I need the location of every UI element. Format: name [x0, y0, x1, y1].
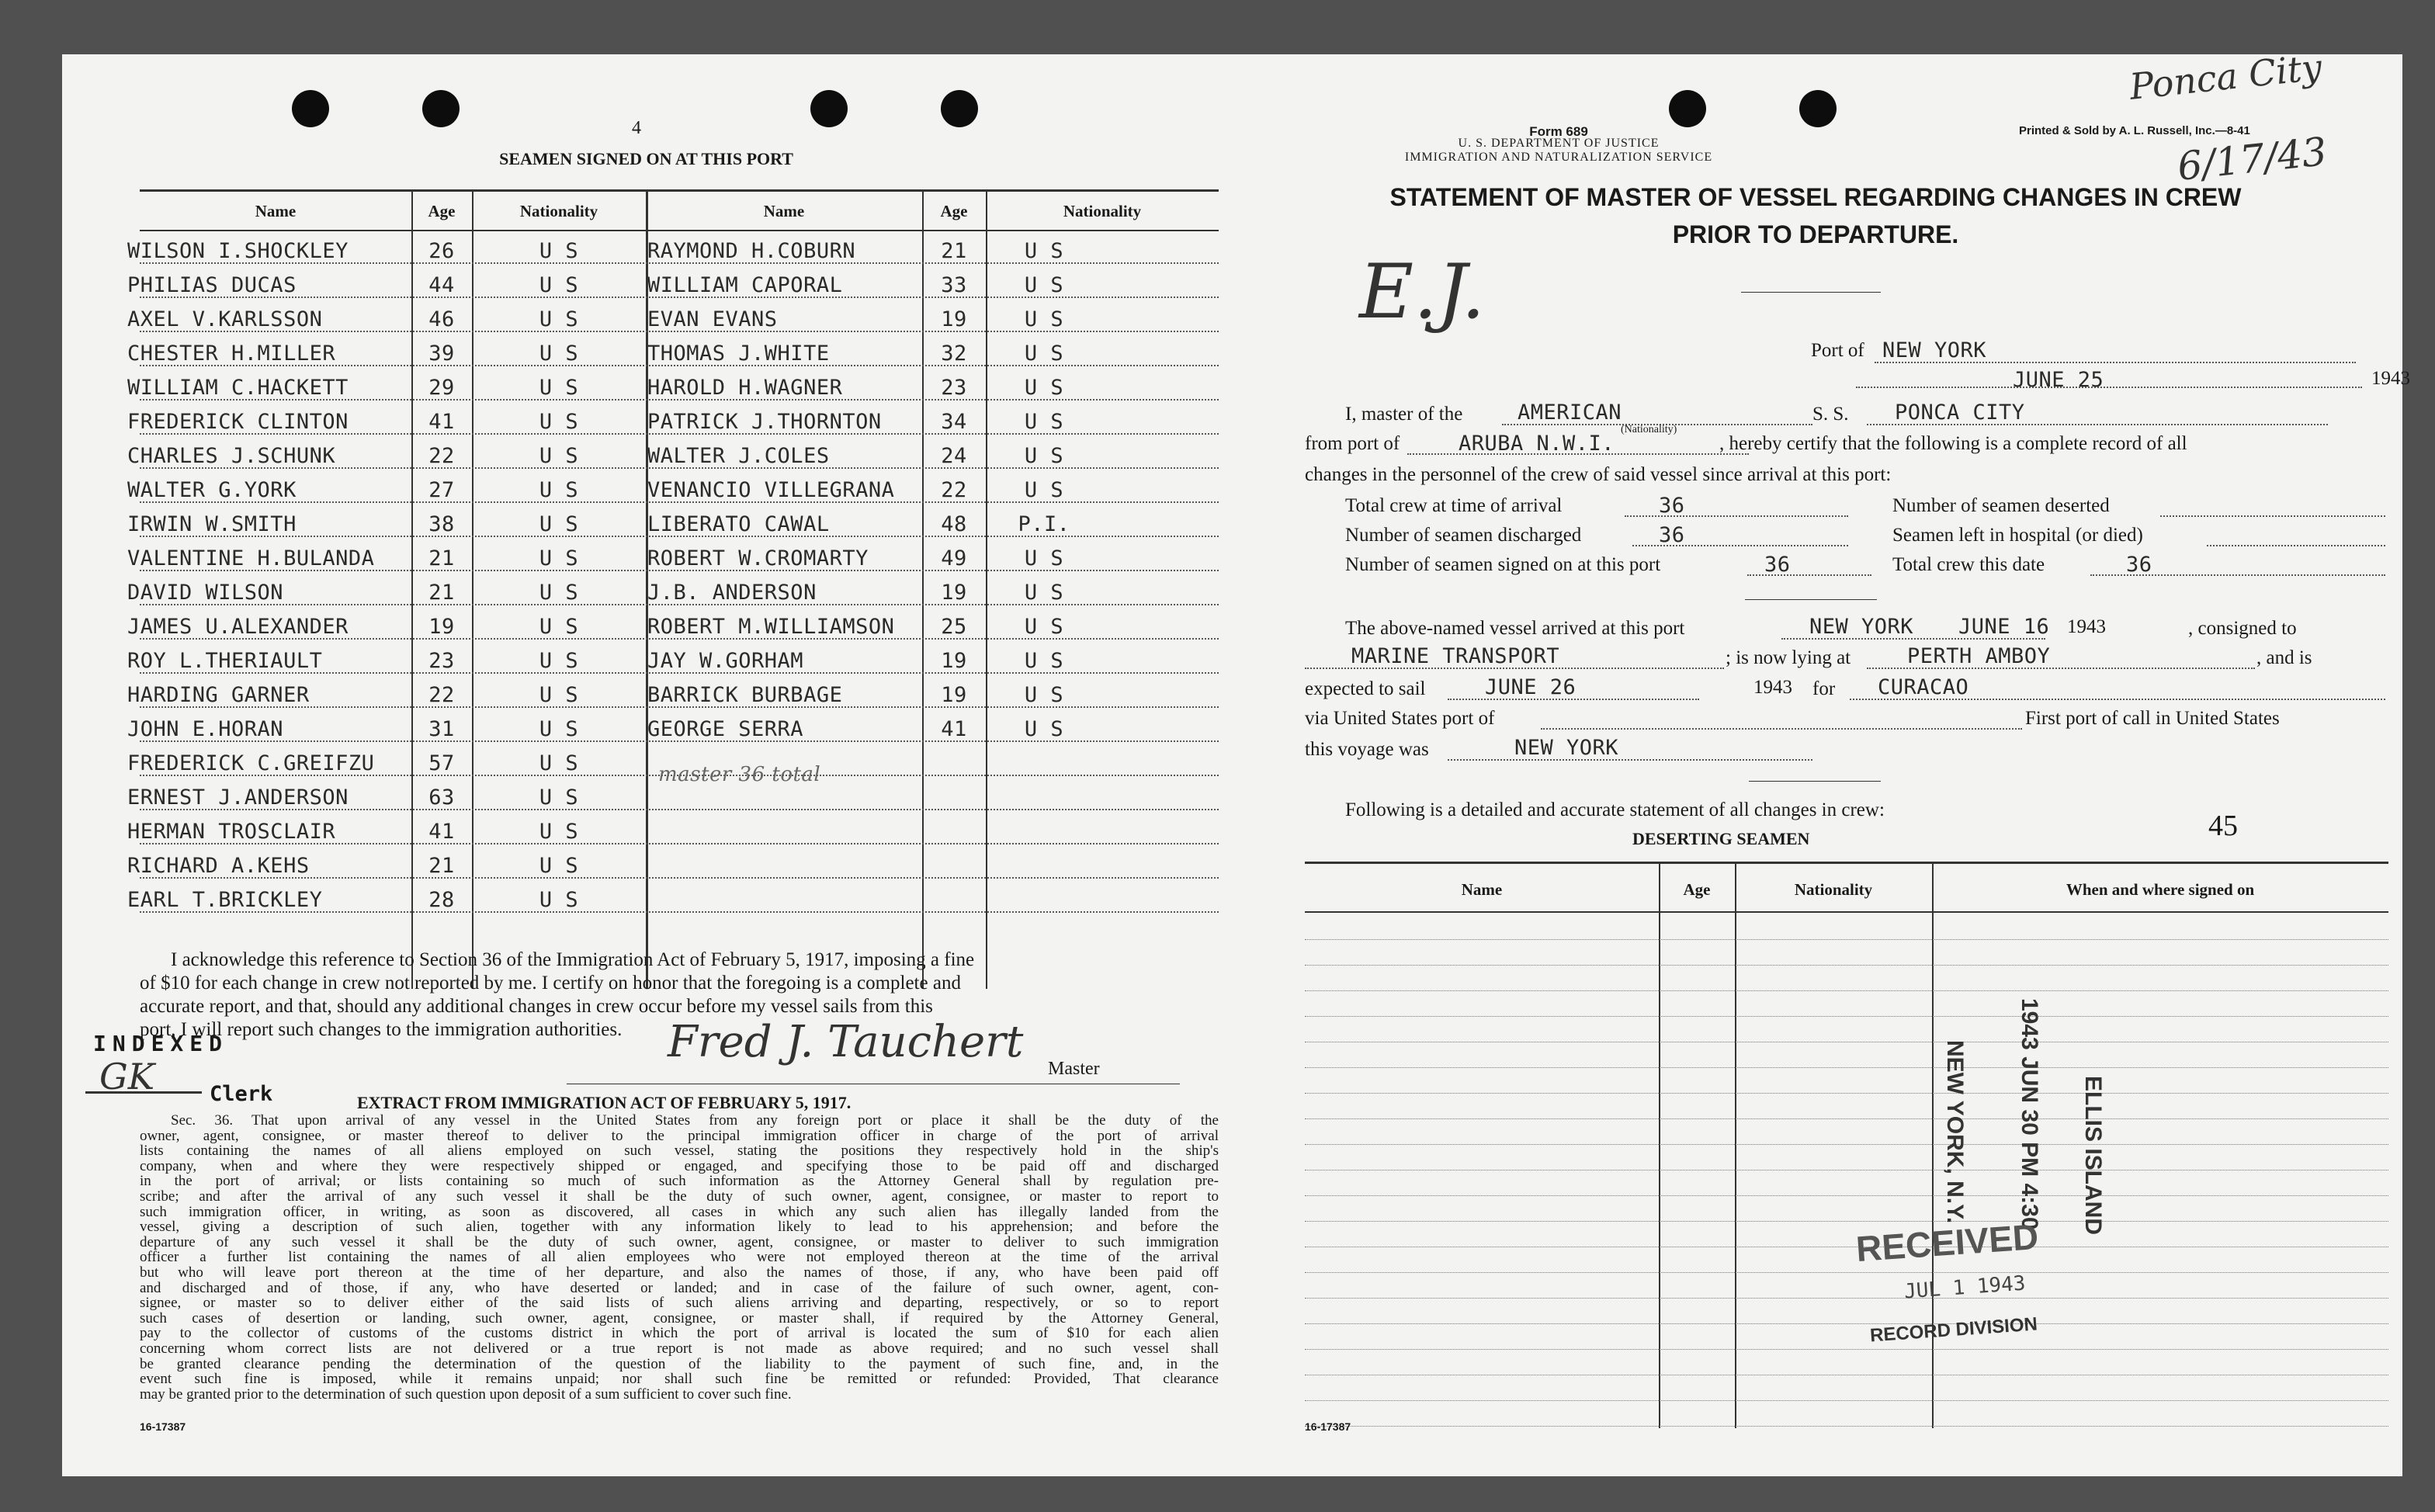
- crew-nationality: U S: [539, 239, 579, 263]
- crew-age: 19: [428, 615, 455, 639]
- crew-age: 22: [428, 444, 455, 468]
- punch-hole: [941, 90, 978, 127]
- crew-age: 49: [941, 546, 967, 570]
- field-line: [2160, 515, 2385, 517]
- right-page: [1229, 46, 2410, 1476]
- crew-nationality: U S: [539, 717, 579, 741]
- crew-nationality: U S: [1024, 444, 1064, 468]
- crew-age: 21: [428, 581, 455, 605]
- table-header-rule: [140, 230, 1219, 231]
- arrived-port: NEW YORK: [1809, 615, 1914, 639]
- crew-name: DAVID WILSON: [127, 581, 284, 605]
- crew-nationality: U S: [539, 376, 579, 400]
- crew-nationality: U S: [1024, 546, 1064, 570]
- clerk-label: Clerk: [210, 1082, 273, 1106]
- crew-nationality: U S: [1024, 410, 1064, 434]
- arrived-date: JUNE 16: [1958, 615, 2050, 639]
- desert-table-header-rule: [1305, 911, 2388, 913]
- extract-line: officer a further list containing the names of all alien employees who were not employed thereon at the time of the arrival: [140, 1249, 1219, 1266]
- desert-row-line: [1305, 1323, 2388, 1324]
- title-rule: [1741, 292, 1881, 293]
- crew-nationality: U S: [539, 820, 579, 844]
- section-rule: [1749, 781, 1881, 782]
- crew-name: ROBERT W.CROMARTY: [647, 546, 869, 570]
- crew-age: 19: [941, 649, 967, 673]
- crew-age: 46: [428, 307, 455, 331]
- form-code: 16-17387: [1305, 1420, 1351, 1433]
- from-port-value: ARUBA N.W.I.: [1459, 432, 1615, 456]
- desert-row-line: [1305, 965, 2388, 966]
- total-crew-arrival-label: Total crew at time of arrival: [1345, 495, 1563, 516]
- extract-line: pay to the collector of customs of the customs district in which the port of arrival is located the sum of $10 for each alien: [140, 1325, 1219, 1342]
- crew-name: JOHN E.HORAN: [127, 717, 284, 741]
- crew-age: 44: [428, 273, 455, 297]
- crew-name: WALTER G.YORK: [127, 478, 297, 502]
- crew-age: 39: [428, 342, 455, 366]
- field-line: [1856, 387, 2362, 388]
- crew-name: JAY W.GORHAM: [647, 649, 804, 673]
- desert-col-divider: [1932, 862, 1934, 1428]
- crew-nationality: U S: [539, 512, 579, 536]
- crew-nationality: U S: [1024, 307, 1064, 331]
- crew-age: 21: [941, 239, 967, 263]
- desert-col-divider: [1735, 862, 1736, 1428]
- header-nationality: Nationality: [519, 202, 598, 220]
- year-value: 1943: [2371, 368, 2410, 389]
- crew-age: 34: [941, 410, 967, 434]
- crew-nationality: U S: [539, 307, 579, 331]
- crew-nationality: U S: [539, 273, 579, 297]
- crew-name: EARL T.BRICKLEY: [127, 888, 323, 912]
- crew-nationality: U S: [539, 888, 579, 912]
- page-number: 4: [632, 118, 641, 138]
- desert-row-line: [1305, 1272, 2388, 1273]
- received-date-stamp: JUL 1 1943: [1903, 1271, 2027, 1304]
- extract-line: may be granted prior to the determination of such question upon deposit of a sum sufficient to cover such fine.: [140, 1385, 792, 1403]
- desert-row-line: [1305, 990, 2388, 991]
- punch-hole: [1669, 90, 1706, 127]
- crew-age: 33: [941, 273, 967, 297]
- following-text: Following is a detailed and accurate statement of all changes in crew:: [1345, 799, 1885, 820]
- extract-line: lists containing the names of all aliens employed on such vessel, stating the positions they respectively hold in the ship's: [140, 1143, 1219, 1160]
- crew-name: ROY L.THERIAULT: [127, 649, 323, 673]
- crew-name: WILLIAM C.HACKETT: [127, 376, 349, 400]
- crew-age: 24: [941, 444, 967, 468]
- and-is-label: , and is: [2256, 647, 2312, 668]
- extract-line: be granted clearance pending the determination of the question of the liability to the payment of such fine, and, in the: [140, 1355, 1219, 1372]
- crew-name: VENANCIO VILLEGRANA: [647, 478, 895, 502]
- crew-nationality: U S: [539, 854, 579, 878]
- section-rule: [1745, 599, 1877, 600]
- crew-nationality: U S: [539, 581, 579, 605]
- crew-name: PATRICK J.THORNTON: [647, 410, 882, 434]
- crew-name: LIBERATO CAWAL: [647, 512, 830, 536]
- ellis-island-date-stamp: 1943 JUN 30 PM 4:30: [2017, 998, 2042, 1230]
- crew-name: FREDERICK CLINTON: [127, 410, 349, 434]
- crew-age: 19: [941, 683, 967, 707]
- crew-age: 25: [941, 615, 967, 639]
- crew-name: J.B. ANDERSON: [647, 581, 817, 605]
- extract-line: event such fine is imposed, while it remains unpaid; nor shall such fine be remitted or refunded: Provided, That clearance: [140, 1371, 1219, 1388]
- desert-row-line: [1305, 1400, 2388, 1401]
- crew-nationality: U S: [539, 785, 579, 810]
- header-age: Age: [940, 202, 968, 220]
- extract-line: concerning whom correct lists are not delivered or a true report is not made as above required; and no such vessel shall: [140, 1340, 1219, 1357]
- crew-nationality: P.I.: [1018, 512, 1070, 536]
- field-line: [1448, 759, 1812, 761]
- field-line: [1541, 728, 2022, 730]
- crew-nationality: U S: [539, 615, 579, 639]
- certify-text: , hereby certify that the following is a complete record of all: [1719, 433, 2187, 454]
- crew-age: 26: [428, 239, 455, 263]
- crew-name: EVAN EVANS: [647, 307, 778, 331]
- acknowledgment-text: I acknowledge this reference to Section 36 of the Immigration Act of February 5, 1917, imposing a fine of $10 for each change in crew not reported by me. I certify on honor that the foregoing is a complete and accurate report, and that, should any additional changes in crew occur before my vessel sails from this port, I will report such changes to the immigration authorities.: [140, 949, 975, 1040]
- port-label: Port of: [1811, 340, 1864, 361]
- crew-nationality: U S: [1024, 581, 1064, 605]
- service: IMMIGRATION AND NATURALIZATION SERVICE: [1404, 151, 1713, 164]
- handwritten-date: 6/17/43: [2175, 129, 2329, 189]
- crew-nationality: U S: [1024, 273, 1064, 297]
- punch-hole: [810, 90, 848, 127]
- crew-nationality: U S: [1024, 615, 1064, 639]
- via-label: via United States port of: [1305, 708, 1495, 729]
- form-number: Form 689: [1529, 124, 1588, 139]
- crew-age: 21: [428, 854, 455, 878]
- consignee-value: MARINE TRANSPORT: [1351, 644, 1560, 668]
- extract-title: EXTRACT FROM IMMIGRATION ACT OF FEBRUARY 5, 1917.: [357, 1093, 852, 1112]
- vessel-name: PONCA CITY: [1895, 401, 2025, 425]
- crew-age: 19: [941, 581, 967, 605]
- field-line: [2207, 545, 2385, 546]
- crew-age: 23: [428, 649, 455, 673]
- crew-name: ROBERT M.WILLIAMSON: [647, 615, 895, 639]
- first-port-value: NEW YORK: [1514, 736, 1619, 760]
- port-value: NEW YORK: [1882, 338, 1987, 362]
- consigned-label: , consigned to: [2188, 618, 2297, 639]
- crew-name: HARDING GARNER: [127, 683, 310, 707]
- crew-nationality: U S: [1024, 478, 1064, 502]
- crew-name: FREDERICK C.GREIFZU: [127, 751, 375, 775]
- desert-header-age: Age: [1683, 880, 1711, 899]
- crew-name: AXEL V.KARLSSON: [127, 307, 323, 331]
- crew-age: 22: [941, 478, 967, 502]
- crew-age: 31: [428, 717, 455, 741]
- handwritten-initials: E.J.: [1359, 248, 1486, 335]
- crew-nationality: U S: [539, 444, 579, 468]
- desert-row-line: [1305, 1093, 2388, 1094]
- extract-line: signee, or master so to deliver either of the said lists of such aliens arriving and departing, respectively, or so to report: [140, 1295, 1219, 1312]
- ellis-island-city-stamp: NEW YORK, N.Y.: [1942, 1040, 1968, 1224]
- total-crew-arrival: 36: [1659, 494, 1685, 518]
- signed-on-value: 36: [1764, 553, 1791, 577]
- crew-name: RICHARD A.KEHS: [127, 854, 310, 878]
- crew-nationality: U S: [1024, 342, 1064, 366]
- crew-name: JAMES U.ALEXANDER: [127, 615, 349, 639]
- crew-nationality: U S: [539, 649, 579, 673]
- crew-nationality: U S: [539, 478, 579, 502]
- crew-nationality: U S: [539, 342, 579, 366]
- arrived-label: The above-named vessel arrived at this port: [1345, 618, 1685, 639]
- crew-nationality: U S: [1024, 717, 1064, 741]
- extract-line: such cases of desertion or landing, such owner, agent, consignee, or master shall, if required by the Attorney General,: [140, 1309, 1219, 1326]
- crew-name: CHARLES J.SCHUNK: [127, 444, 336, 468]
- extract-text: [140, 1113, 1219, 1402]
- desert-row-line: [1305, 1221, 2388, 1222]
- extract-line: vessel, giving a description of such alien, together with any information likely to lead to his apprehension; and before the: [140, 1219, 1219, 1236]
- ss-label: S. S.: [1812, 404, 1849, 425]
- crew-name: RAYMOND H.COBURN: [647, 239, 856, 263]
- form-code: 16-17387: [140, 1420, 186, 1433]
- indexed-stamp: INDEXED: [93, 1031, 229, 1056]
- crew-nationality: U S: [1024, 683, 1064, 707]
- clerk-line: [85, 1091, 202, 1094]
- crew-age: 19: [941, 307, 967, 331]
- crew-age: 28: [428, 888, 455, 912]
- crew-age: 29: [428, 376, 455, 400]
- crew-name: ERNEST J.ANDERSON: [127, 785, 349, 810]
- crew-age: 38: [428, 512, 455, 536]
- desert-header-name: Name: [1461, 880, 1503, 899]
- date-value: JUNE 25: [2013, 368, 2104, 392]
- extract-line: in the port of arrival; or lists containing so much of such information as the Attorney General shall by regulation pre-: [140, 1173, 1219, 1190]
- sail-date: JUNE 26: [1485, 675, 1577, 699]
- signed-on-label: Number of seamen signed on at this port: [1345, 554, 1661, 575]
- header-name: Name: [763, 202, 805, 220]
- total-crew-date: 36: [2126, 553, 2152, 577]
- punch-hole: [422, 90, 460, 127]
- from-port-label: from port of: [1305, 433, 1400, 454]
- crew-name: WALTER J.COLES: [647, 444, 830, 468]
- crew-nationality: U S: [539, 683, 579, 707]
- ellis-island-stamp: ELLIS ISLAND: [2080, 1076, 2106, 1236]
- header-nationality: Nationality: [1063, 202, 1142, 220]
- header-name: Name: [255, 202, 297, 220]
- crew-age: 48: [941, 512, 967, 536]
- deserted-label: Number of seamen deserted: [1892, 495, 2110, 516]
- extract-line: but who will leave port thereon at the time of her departure, and also the names of those, if any, who have been paid off: [140, 1264, 1219, 1281]
- crew-name: WILSON I.SHOCKLEY: [127, 239, 349, 263]
- crew-name: THOMAS J.WHITE: [647, 342, 830, 366]
- crew-name: HERMAN TROSCLAIR: [127, 820, 336, 844]
- sail-year: 1943: [1753, 677, 1792, 698]
- desert-row-line: [1305, 1144, 2388, 1145]
- for-label: for: [1812, 678, 1836, 699]
- crew-age: 41: [941, 717, 967, 741]
- handwritten-ship-name: Ponca City: [2127, 46, 2324, 108]
- record-division-stamp: RECORD DIVISION: [1869, 1313, 2038, 1347]
- document-title: STATEMENT OF MASTER OF VESSEL REGARDING CHANGES IN CREW: [1389, 183, 2242, 211]
- crew-name: IRWIN W.SMITH: [127, 512, 297, 536]
- discharged-label: Number of seamen discharged: [1345, 525, 1582, 546]
- nationality-small-label: (Nationality): [1621, 424, 1677, 435]
- crew-nationality: U S: [1024, 239, 1064, 263]
- received-stamp: RECEIVED: [1854, 1215, 2040, 1270]
- desert-header-nationality: Nationality: [1794, 880, 1873, 899]
- extract-line: departure of any such vessel it shall be the duty of such owner, agent, consignee, or master to deliver to such immigration: [140, 1233, 1219, 1250]
- master-label: Master: [1048, 1059, 1100, 1079]
- nationality-value: AMERICAN: [1518, 401, 1622, 425]
- header-age: Age: [428, 202, 456, 220]
- lying-at-value: PERTH AMBOY: [1907, 644, 2051, 668]
- clerk-initials: GK: [99, 1056, 155, 1098]
- destination-value: CURACAO: [1878, 675, 1969, 699]
- desert-row-line: [1305, 1067, 2388, 1068]
- crew-name: BARRICK BURBAGE: [647, 683, 843, 707]
- crew-nationality: U S: [1024, 649, 1064, 673]
- crew-name: PHILIAS DUCAS: [127, 273, 297, 297]
- desert-row-line: [1305, 1118, 2388, 1119]
- department: U. S. DEPARTMENT OF JUSTICE: [1458, 137, 1660, 150]
- desert-row-line: [1305, 1426, 2388, 1427]
- master-of-label: I, master of the: [1345, 404, 1463, 425]
- desert-header-signed-on: When and where signed on: [2066, 880, 2255, 899]
- first-port-label: First port of call in United States: [2025, 708, 2280, 729]
- extract-line: owner, agent, consignee, or master thereof to deliver to the principal immigration officer in charge of the port of arrival: [140, 1127, 1219, 1144]
- table-top-rule: [140, 189, 1219, 192]
- crew-nationality: U S: [539, 410, 579, 434]
- handwritten-note: master 36 total: [658, 763, 821, 786]
- crew-age: 23: [941, 376, 967, 400]
- total-crew-date-label: Total crew this date: [1892, 554, 2045, 575]
- desert-row-line: [1305, 1016, 2388, 1017]
- this-voyage-label: this voyage was: [1305, 739, 1429, 760]
- desert-row-line: [1305, 1298, 2388, 1299]
- master-signature: Fred J. Tauchert: [668, 1017, 1024, 1067]
- crew-age: 22: [428, 683, 455, 707]
- crew-name: WILLIAM CAPORAL: [647, 273, 843, 297]
- section-title: SEAMEN SIGNED ON AT THIS PORT: [499, 149, 793, 168]
- crew-age: 21: [428, 546, 455, 570]
- extract-line: such immigration officer, in writing, as soon as discovered, all cases in which any such alien has illegally landed from the: [140, 1203, 1219, 1220]
- printer-credit: Printed & Sold by A. L. Russell, Inc.—8-41: [2019, 124, 2250, 137]
- desert-row-line: [1305, 1349, 2388, 1350]
- crew-nationality: U S: [1024, 376, 1064, 400]
- extract-line: Sec. 36. That upon arrival of any vessel in the United States from any foreign port or place it shall be the duty of the: [171, 1112, 1219, 1129]
- crew-age: 57: [428, 751, 455, 775]
- extract-line: company, when and where they were respectively shipped or engaged, and specifying those to be paid off and discharged: [140, 1157, 1219, 1174]
- discharged-value: 36: [1659, 523, 1685, 547]
- crew-age: 27: [428, 478, 455, 502]
- crew-age: 41: [428, 410, 455, 434]
- crew-age: 63: [428, 785, 455, 810]
- arrived-year: 1943: [2067, 616, 2106, 637]
- crew-name: HAROLD H.WAGNER: [647, 376, 843, 400]
- hospital-label: Seamen left in hospital (or died): [1892, 525, 2143, 546]
- punch-hole: [1799, 90, 1837, 127]
- punch-hole: [292, 90, 329, 127]
- desert-row-line: [1305, 1195, 2388, 1196]
- crew-name: GEORGE SERRA: [647, 717, 804, 741]
- expected-label: expected to sail: [1305, 678, 1426, 699]
- crew-name: CHESTER H.MILLER: [127, 342, 336, 366]
- document-title-line2: PRIOR TO DEPARTURE.: [1672, 220, 1959, 248]
- deserting-title: DESERTING SEAMEN: [1632, 829, 1810, 848]
- crew-nationality: U S: [539, 751, 579, 775]
- extract-line: scribe; and after the arrival of any such vessel it shall be the duty of such owner, agent, consignee, or master to report to: [140, 1188, 1219, 1205]
- changes-text: changes in the personnel of the crew of said vessel since arrival at this port:: [1305, 464, 1892, 485]
- crew-name: VALENTINE H.BULANDA: [127, 546, 375, 570]
- crew-nationality: U S: [539, 546, 579, 570]
- extract-line: and discharged and of those, if any, who have deserted or landed; and in case of the failure of such owner, agent, con-: [140, 1279, 1219, 1296]
- desert-table-top: [1305, 862, 2388, 864]
- crew-age: 32: [941, 342, 967, 366]
- left-page: [62, 54, 1230, 1476]
- lying-label: ; is now lying at: [1726, 647, 1851, 668]
- desert-row-line: [1305, 939, 2388, 940]
- crew-age: 41: [428, 820, 455, 844]
- handwritten-number: 45: [2208, 810, 2238, 842]
- desert-col-divider: [1659, 862, 1660, 1428]
